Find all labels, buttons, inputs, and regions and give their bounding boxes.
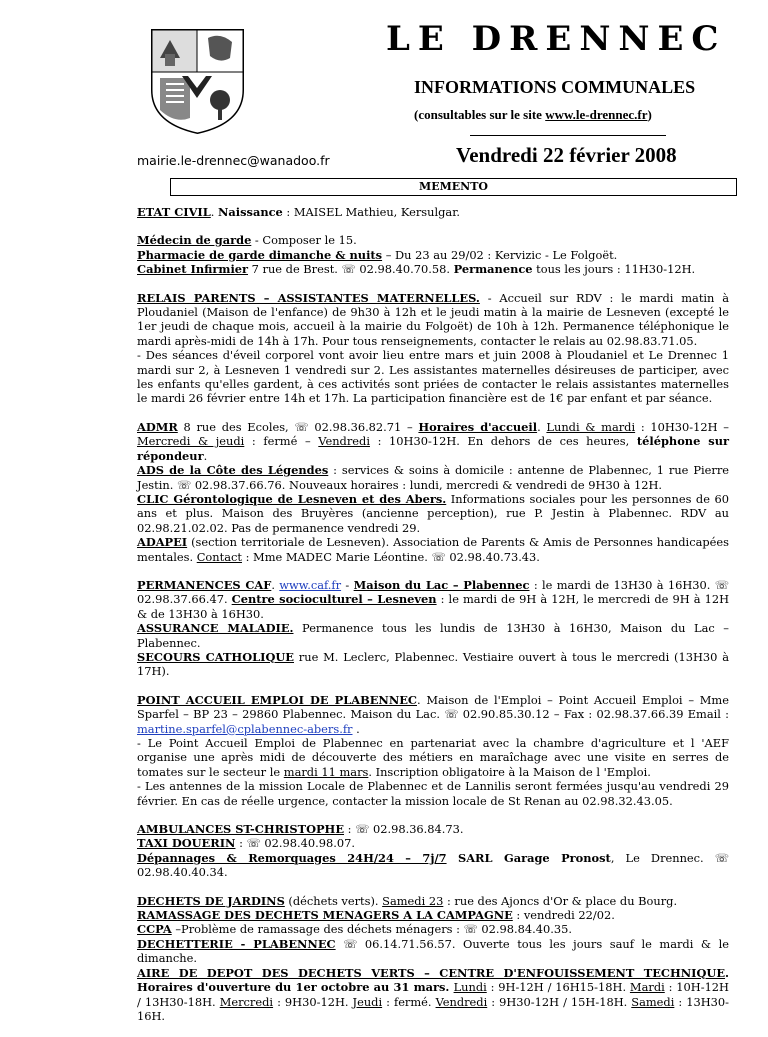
transport-section: AMBULANCES ST-CHRISTOPHE : ☏ 02.98.36.84.73. TAXI DOUERIN : ☏ 02.98.40.98.07. Dépannages & Remorquages 24H/24 – 7j/7 SARL Garage Pronost, Le Drennec. ☏ 02.98.40.40.34. [137, 822, 729, 880]
issue-date: Vendredi 22 février 2008 [456, 143, 677, 167]
memento-heading: MEMENTO [170, 178, 737, 196]
site-link[interactable]: www.le-drennec.fr [545, 107, 648, 122]
etat-civil-section: ETAT CIVIL. Naissance : MAISEL Mathieu, Kersulgar. [137, 205, 461, 219]
garde-section: Médecin de garde - Composer le 15. Pharmacie de garde dimanche & nuits – Du 23 au 29/02 : Kervizic - Le Folgoët. Cabinet Infirmier 7 rue de Brest. ☏ 02.98.40.70.58. Permanence tous les jours : 11H30-12H. [137, 233, 696, 277]
relais-section: RELAIS PARENTS – ASSISTANTES MATERNELLES. - Accueil sur RDV : le mardi matin à Ploudaniel (Maison de l'enfance) de 9h30 à 12h et le jeudi matin à la mairie de Lesneven (excepté le 1er jeudi de chaque mois, accueil à la mairie du Folgoët) de 10h à 12h. Permanence téléphonique le mardi après-midi de 14h à 17h. Pour tous renseignements, contacter le relais au 02.98.83.71.05. - Des séances d'éveil corporel vont avoir lieu entre mars et juin 2008 à Ploudaniel et Le Drennec 1 mardi sur 2, à Lesneven 1 vendredi sur 2. Les assistantes maternelles désireuses de participer, avec les enfants qu'elles gardent, à ces activités sont priées de contacter le relais assistantes maternelles le mardi 26 février entre 14h et 17h. La participation financière est de 1€ par enfant et par séance. [137, 290, 729, 406]
municipal-crest-logo [150, 28, 245, 135]
emploi-section: POINT ACCUEIL EMPLOI DE PLABENNEC. Maison de l'Emploi – Point Accueil Emploi – Mme Sparfel – BP 23 – 29860 Plabennec. Maison du Lac. ☏ 02.90.85.30.12 – Fax : 02.98.37.66.39 Email : martine.sparfel@cplabennec-abers.fr . - Le Point Accueil Emploi de Plabennec en partenariat avec la chambre d'agriculture et l 'AEF organise une après midi de découverte des métiers en maraîchage avec une visite en serres de tomates sur le secteur le mardi 11 mars. Inscription obligatoire à la Maison de l 'Emploi. - Les antennes de la mission Locale de Plabennec et de Lannilis seront fermées jusqu'au vendredi 29 février. En cas de réelle urgence, contacter la mission locale de St Renan au 02.98.32.43.05. [137, 692, 729, 808]
admr-section: ADMR 8 rue des Ecoles, ☏ 02.98.36.82.71 – Horaires d'accueil. Lundi & mardi : 10H30-12H – Mercredi & jeudi : fermé – Vendredi : 10H30-12H. En dehors de ces heures, téléphone sur répondeur. ADS de la Côte des Légendes : services & soins à domicile : antenne de Plabennec, 1 rue Pierre Jestin. ☏ 02.98.37.66.76. Nouveaux horaires : lundi, mercredi & vendredi de 9H30 à 12H. CLIC Gérontologique de Lesneven et des Abers. Informations sociales pour les personnes de 60 ans et plus. Maison des Bruyères (ancienne perception), rue P. Jestin à Plabennec. RDV au 02.98.21.02.02. Pas de permanence vendredi 29. ADAPEI (section territoriale de Lesneven). Association de Parents & Amis de Personnes handicapées mentales. Contact : Mme MADEC Marie Léontine. ☏ 02.98.40.73.43. [137, 419, 730, 564]
dechets-section: DECHETS DE JARDINS (déchets verts). Samedi 23 : rue des Ajoncs d'Or & place du Bourg. RAMASSAGE DES DECHETS MENAGERS A LA CAMPAGNE : vendredi 22/02. CCPA –Problème de ramassage des déchets ménagers : ☏ 02.98.84.40.35. DECHETTERIE - PLABENNEC ☏ 06.14.71.56.57. Ouverte tous les jours sauf le mardi & le dimanche. AIRE DE DEPOT DES DECHETS VERTS – CENTRE D'ENFOUISSEMENT TECHNIQUE. Horaires d'ouverture du 1er octobre au 31 mars. Lundi : 9H-12H / 16H15-18H. Mardi : 10H-12H / 13H30-18H. Mercredi : 9H30-12H. Jeudi : fermé. Vendredi : 9H30-12H / 15H-18H. Samedi : 13H30-16H. [137, 893, 730, 1023]
page-subtitle: INFORMATIONS COMMUNALES [414, 77, 696, 97]
mairie-email[interactable]: mairie.le-drennec@wanadoo.fr [137, 153, 330, 168]
caf-section: PERMANENCES CAF. www.caf.fr - Maison du Lac – Plabennec : le mardi de 13H30 à 16H30. ☏ 02.98.37.66.47. Centre socioculturel – Lesneven : le mardi de 9H à 12H, le mercredi de 9H à 12H & de 13H30 à 16H30. ASSURANCE MALADIE. Permanence tous les lundis de 13H30 à 16H30, Maison du Lac – Plabennec. SECOURS CATHOLIQUE rue M. Leclerc, Plabennec. Vestiaire ouvert à tous le mercredi (13H30 à 17H). [137, 577, 730, 679]
site-note: (consultables sur le site www.le-drennec.fr) [414, 107, 652, 122]
header-divider [470, 135, 666, 136]
content [137, 205, 729, 1037]
page-title: LE DRENNEC [386, 19, 727, 59]
emploi-email-link[interactable]: martine.sparfel@cplabennec-abers.fr [137, 721, 353, 736]
caf-link[interactable]: www.caf.fr [279, 577, 342, 592]
